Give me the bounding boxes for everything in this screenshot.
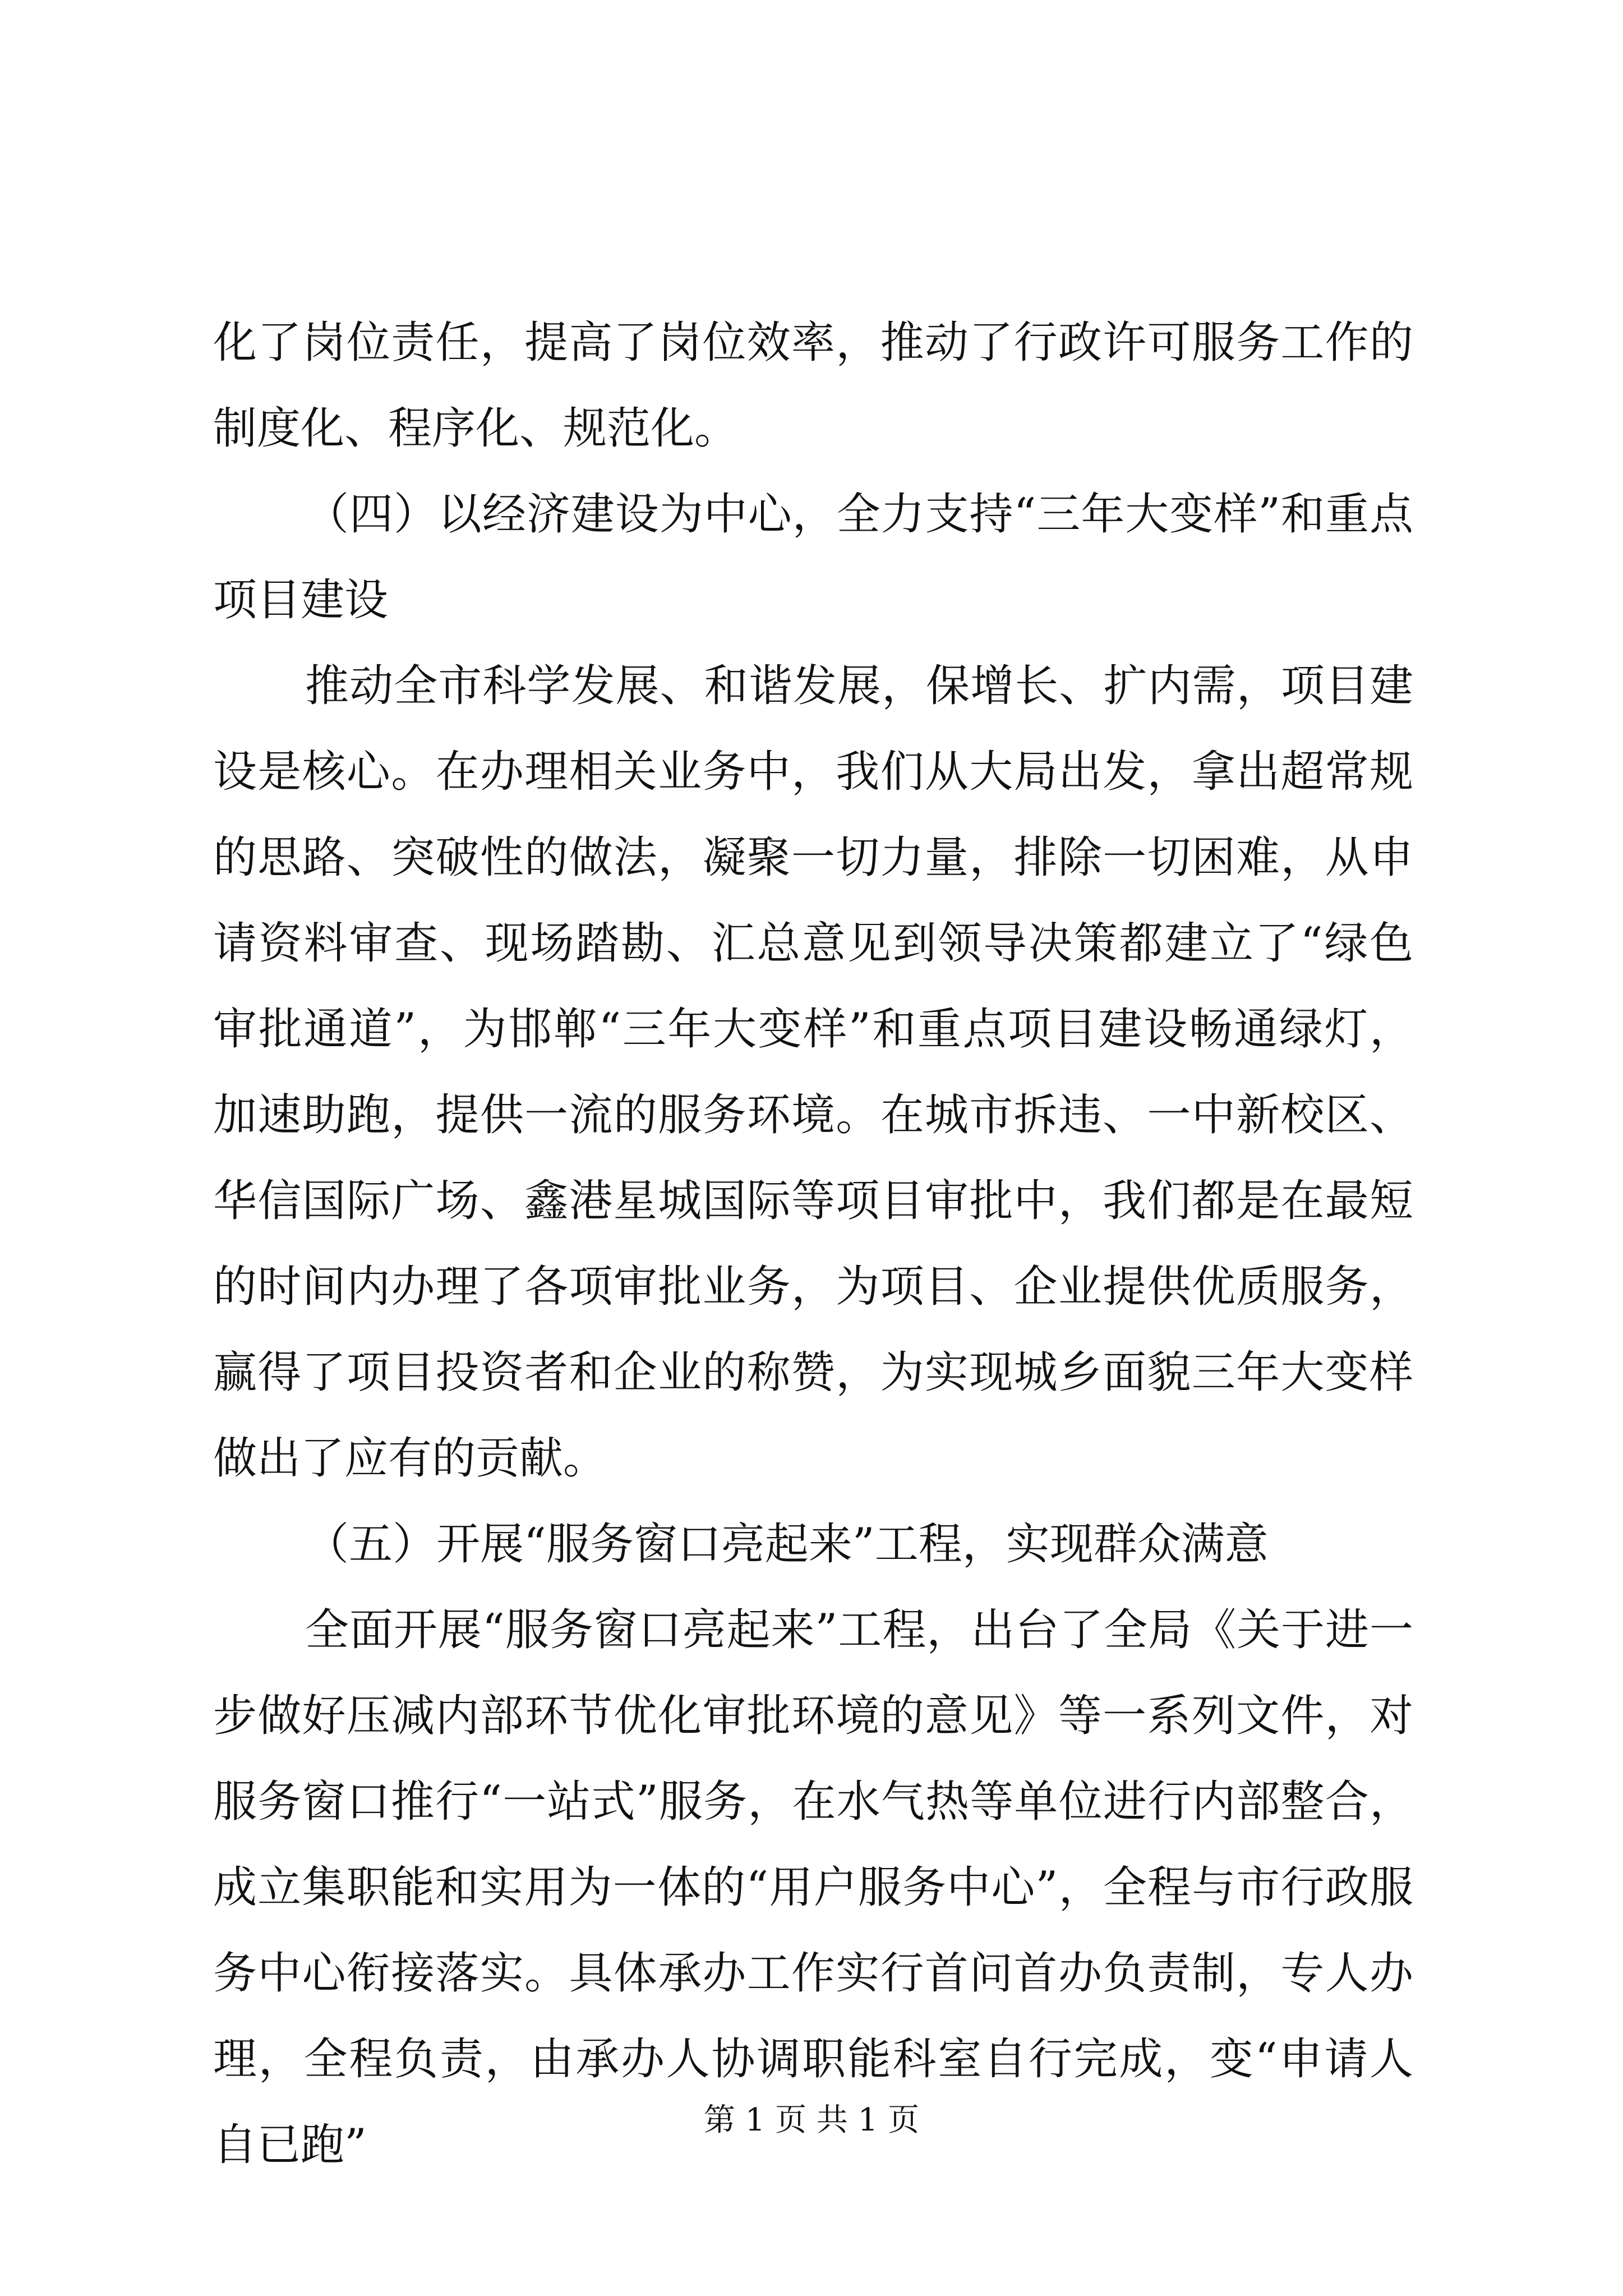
section-heading-5: （五）开展“服务窗口亮起来”工程，实现群众满意: [305, 1519, 1269, 1570]
paragraph-service-window: 全面开展“服务窗口亮起来”工程，出台了全局《关于进一步做好压减内部环节优化审批环境的意见》等一系列文件，对服务窗口推行“一站式”服务，在水气热等单位进行内部整合，成立集职能和实用为一体的“用户服务中心”，全程与市行政服务中心衔接落实。具体承办工作实行首问首办负责制，专人办理，全程负责，由承办人协调职能科室自行完成，变“申请人自已跑”: [213, 1605, 1413, 2170]
section-heading-4: （四）以经济建设为中心，全力支持“三年大变样”和重点项目建设: [213, 489, 1413, 625]
paragraph-project-construction: 推动全市科学发展、和谐发展，保增长、扩内需，项目建设是核心。在办理相关业务中，我们从大局出发，拿出超常规的思路、突破性的做法，凝聚一切力量，排除一切困难，从申请资料审查、现场踏勘、汇总意见到领导决策都建立了“绿色审批通道”，为邯郸“三年大变样”和重点项目建设畅通绿灯，加速助跑，提供一流的服务环境。在城市拆违、一中新校区、华信国际广场、鑫港星城国际等项目审批中，我们都是在最短的时间内办理了各项审批业务，为项目、企业提供优质服务，赢得了项目投资者和企业的称赞，为实现城乡面貌三年大变样做出了应有的贡献。: [213, 661, 1413, 1484]
paragraph-continuation: 化了岗位责任，提高了岗位效率，推动了行政许可服务工作的制度化、程序化、规范化。: [213, 318, 1413, 454]
page-number-footer: 第 1 页 共 1 页: [703, 2102, 920, 2138]
document-body: [213, 300, 1413, 2188]
